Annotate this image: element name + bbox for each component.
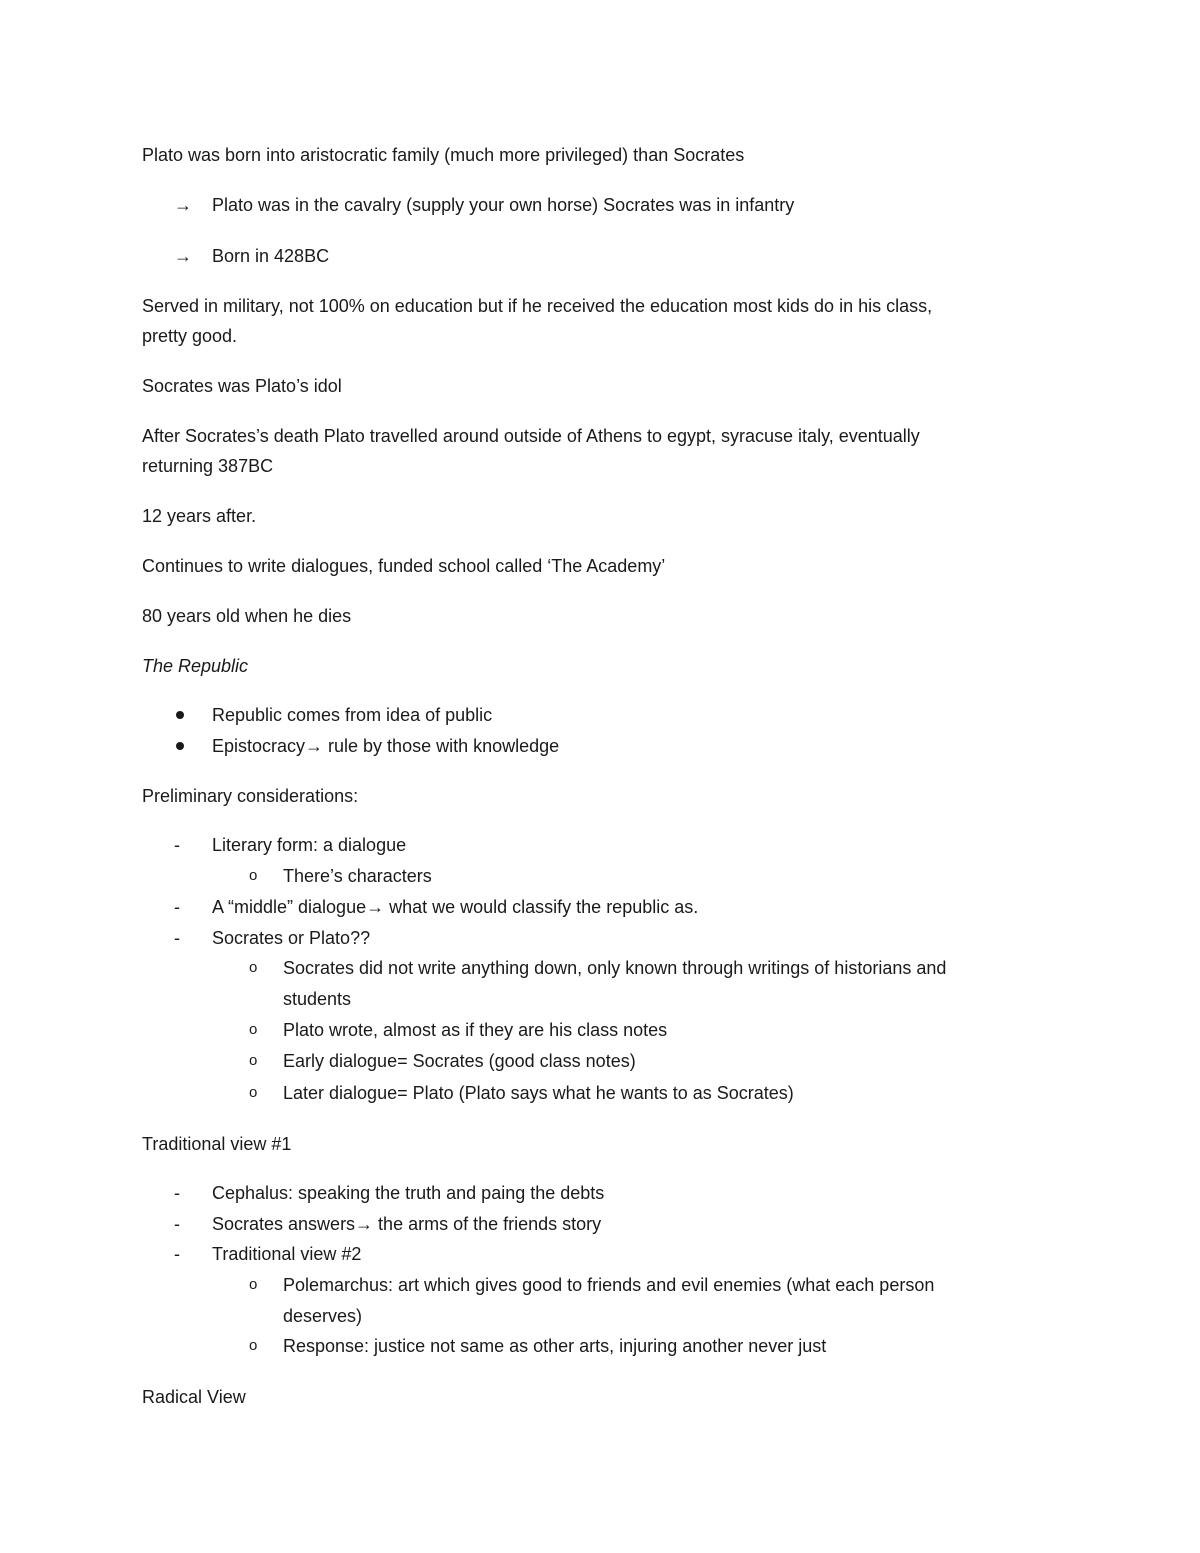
circle-bullet-icon: o	[249, 1084, 258, 1101]
heading-traditional-view-1: Traditional view #1	[142, 1134, 292, 1154]
sub-item-polemarchus-line2: deserves)	[283, 1306, 363, 1326]
paragraph-travel-line2: returning 387BC	[142, 456, 274, 476]
sub-item-characters: There’s characters	[283, 866, 432, 886]
sub-item-plato-wrote: Plato wrote, almost as if they are his class notes	[283, 1020, 668, 1040]
sub-item-response: Response: justice not same as other arts, injuring another never just	[283, 1336, 827, 1356]
circle-bullet-icon: o	[249, 959, 258, 976]
circle-bullet-icon: o	[249, 1021, 258, 1038]
heading-radical-view: Radical View	[142, 1387, 246, 1407]
paragraph-death-age: 80 years old when he dies	[142, 606, 352, 626]
dash-item-socrates-answers: Socrates answers→ the arms of the friends story	[212, 1214, 602, 1234]
paragraph-academy: Continues to write dialogues, funded school called ‘The Academy’	[142, 556, 666, 576]
arrow-item-cavalry: Plato was in the cavalry (supply your own horse) Socrates was in infantry	[212, 195, 795, 215]
arrow-icon: →	[174, 195, 192, 215]
arrow-item-born: Born in 428BC	[212, 246, 330, 266]
circle-bullet-icon: o	[249, 867, 258, 884]
circle-bullet-icon: o	[249, 1337, 258, 1354]
bullet-item-epistocracy: Epistocracy→ rule by those with knowledge	[212, 736, 560, 756]
dash-icon: -	[174, 1183, 180, 1203]
sub-item-early-dialogue: Early dialogue= Socrates (good class notes)	[283, 1051, 636, 1071]
dash-item-middle-dialogue: A “middle” dialogue→ what we would classify the republic as.	[212, 897, 699, 917]
dash-icon: -	[174, 1244, 180, 1264]
dash-item-literary-form: Literary form: a dialogue	[212, 835, 407, 855]
sub-item-socrates-wrote-line1: Socrates did not write anything down, only known through writings of historians and	[283, 958, 947, 978]
dash-item-cephalus: Cephalus: speaking the truth and paing the debts	[212, 1183, 605, 1203]
paragraph-military-line1: Served in military, not 100% on education but if he received the education most kids do in his class,	[142, 296, 933, 316]
dash-icon: -	[174, 835, 180, 855]
bullet-icon	[176, 742, 184, 750]
paragraph-military-line2: pretty good.	[142, 326, 238, 346]
paragraph-travel-line1: After Socrates’s death Plato travelled around outside of Athens to egypt, syracuse italy, eventually	[142, 426, 920, 446]
sub-item-later-dialogue: Later dialogue= Plato (Plato says what he wants to as Socrates)	[283, 1083, 794, 1103]
heading-preliminary: Preliminary considerations:	[142, 786, 359, 806]
sub-item-polemarchus-line1: Polemarchus: art which gives good to friends and evil enemies (what each person	[283, 1275, 935, 1295]
dash-icon: -	[174, 1214, 180, 1234]
paragraph-idol: Socrates was Plato’s idol	[142, 376, 342, 396]
heading-the-republic: The Republic	[142, 656, 249, 676]
bullet-item-republic: Republic comes from idea of public	[212, 705, 493, 725]
dash-icon: -	[174, 928, 180, 948]
bullet-icon	[176, 711, 184, 719]
dash-item-socrates-or-plato: Socrates or Plato??	[212, 928, 371, 948]
sub-item-socrates-wrote-line2: students	[283, 989, 352, 1009]
dash-icon: -	[174, 897, 180, 917]
dash-item-traditional-view-2: Traditional view #2	[212, 1244, 362, 1264]
paragraph-years-after: 12 years after.	[142, 506, 257, 526]
circle-bullet-icon: o	[249, 1276, 258, 1293]
paragraph-plato-birth: Plato was born into aristocratic family (much more privileged) than Socrates	[142, 145, 745, 165]
circle-bullet-icon: o	[249, 1052, 258, 1069]
arrow-icon: →	[174, 246, 192, 266]
